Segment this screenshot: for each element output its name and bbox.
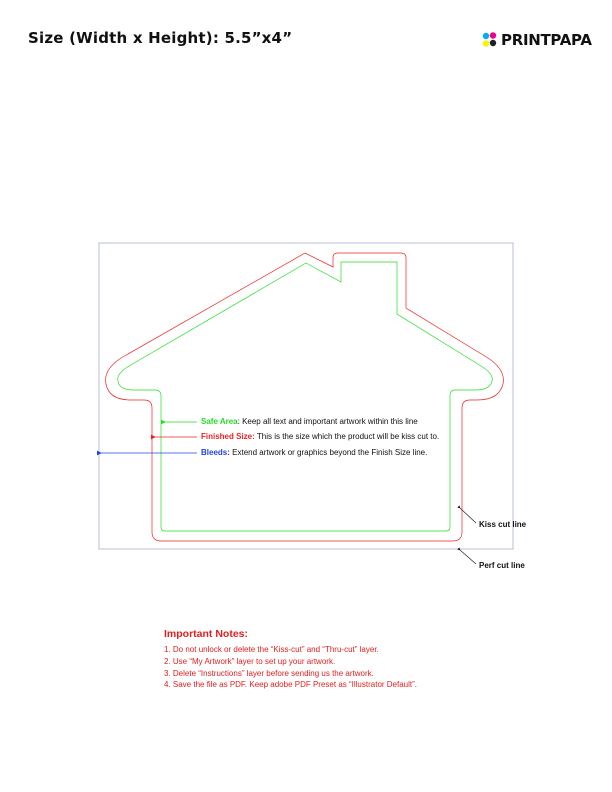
finished-size-text: This is the size which the product will be kiss cut to. [254,432,440,441]
safe-area-term: Safe Area [201,417,238,426]
finished-size-line [106,253,504,541]
note-item: 2. Use “My Artwork” layer to set up your artwork. [164,656,336,666]
notes-title: Important Notes: [164,628,248,640]
important-notes [164,628,417,691]
note-item: 1. Do not unlock or delete the “Kiss-cut” and “Thru-cut” layer. [164,645,379,654]
bleeds-label [201,448,427,457]
note-item: 4. Save the file as PDF. Keep adobe PDF Preset as “Illustrator Default”. [164,680,418,690]
safe-area-line [118,262,493,531]
perf-cut-label: Perf cut line [479,561,525,570]
kiss-cut-leader [460,508,476,523]
bleeds-text: Extend artwork or graphics beyond the Finish Size line. [229,448,428,457]
safe-area-label [201,417,418,426]
perf-cut-leader [460,550,476,564]
logo-text: PRINTPAPA [501,31,592,49]
size-title: Size (Width x Height): 5.5”x4” [28,29,293,47]
finished-size-label [201,432,439,441]
notes-list [164,644,417,691]
finished-size-term: Finished Size: [201,432,255,441]
note-item: 3. Delete “Instructions” layer before sending us the artwork. [164,668,374,678]
bleeds-term: Bleeds: [201,448,230,457]
safe-area-text: : Keep all text and important artwork within this line [237,417,418,426]
kiss-cut-label: Kiss cut line [479,520,527,529]
